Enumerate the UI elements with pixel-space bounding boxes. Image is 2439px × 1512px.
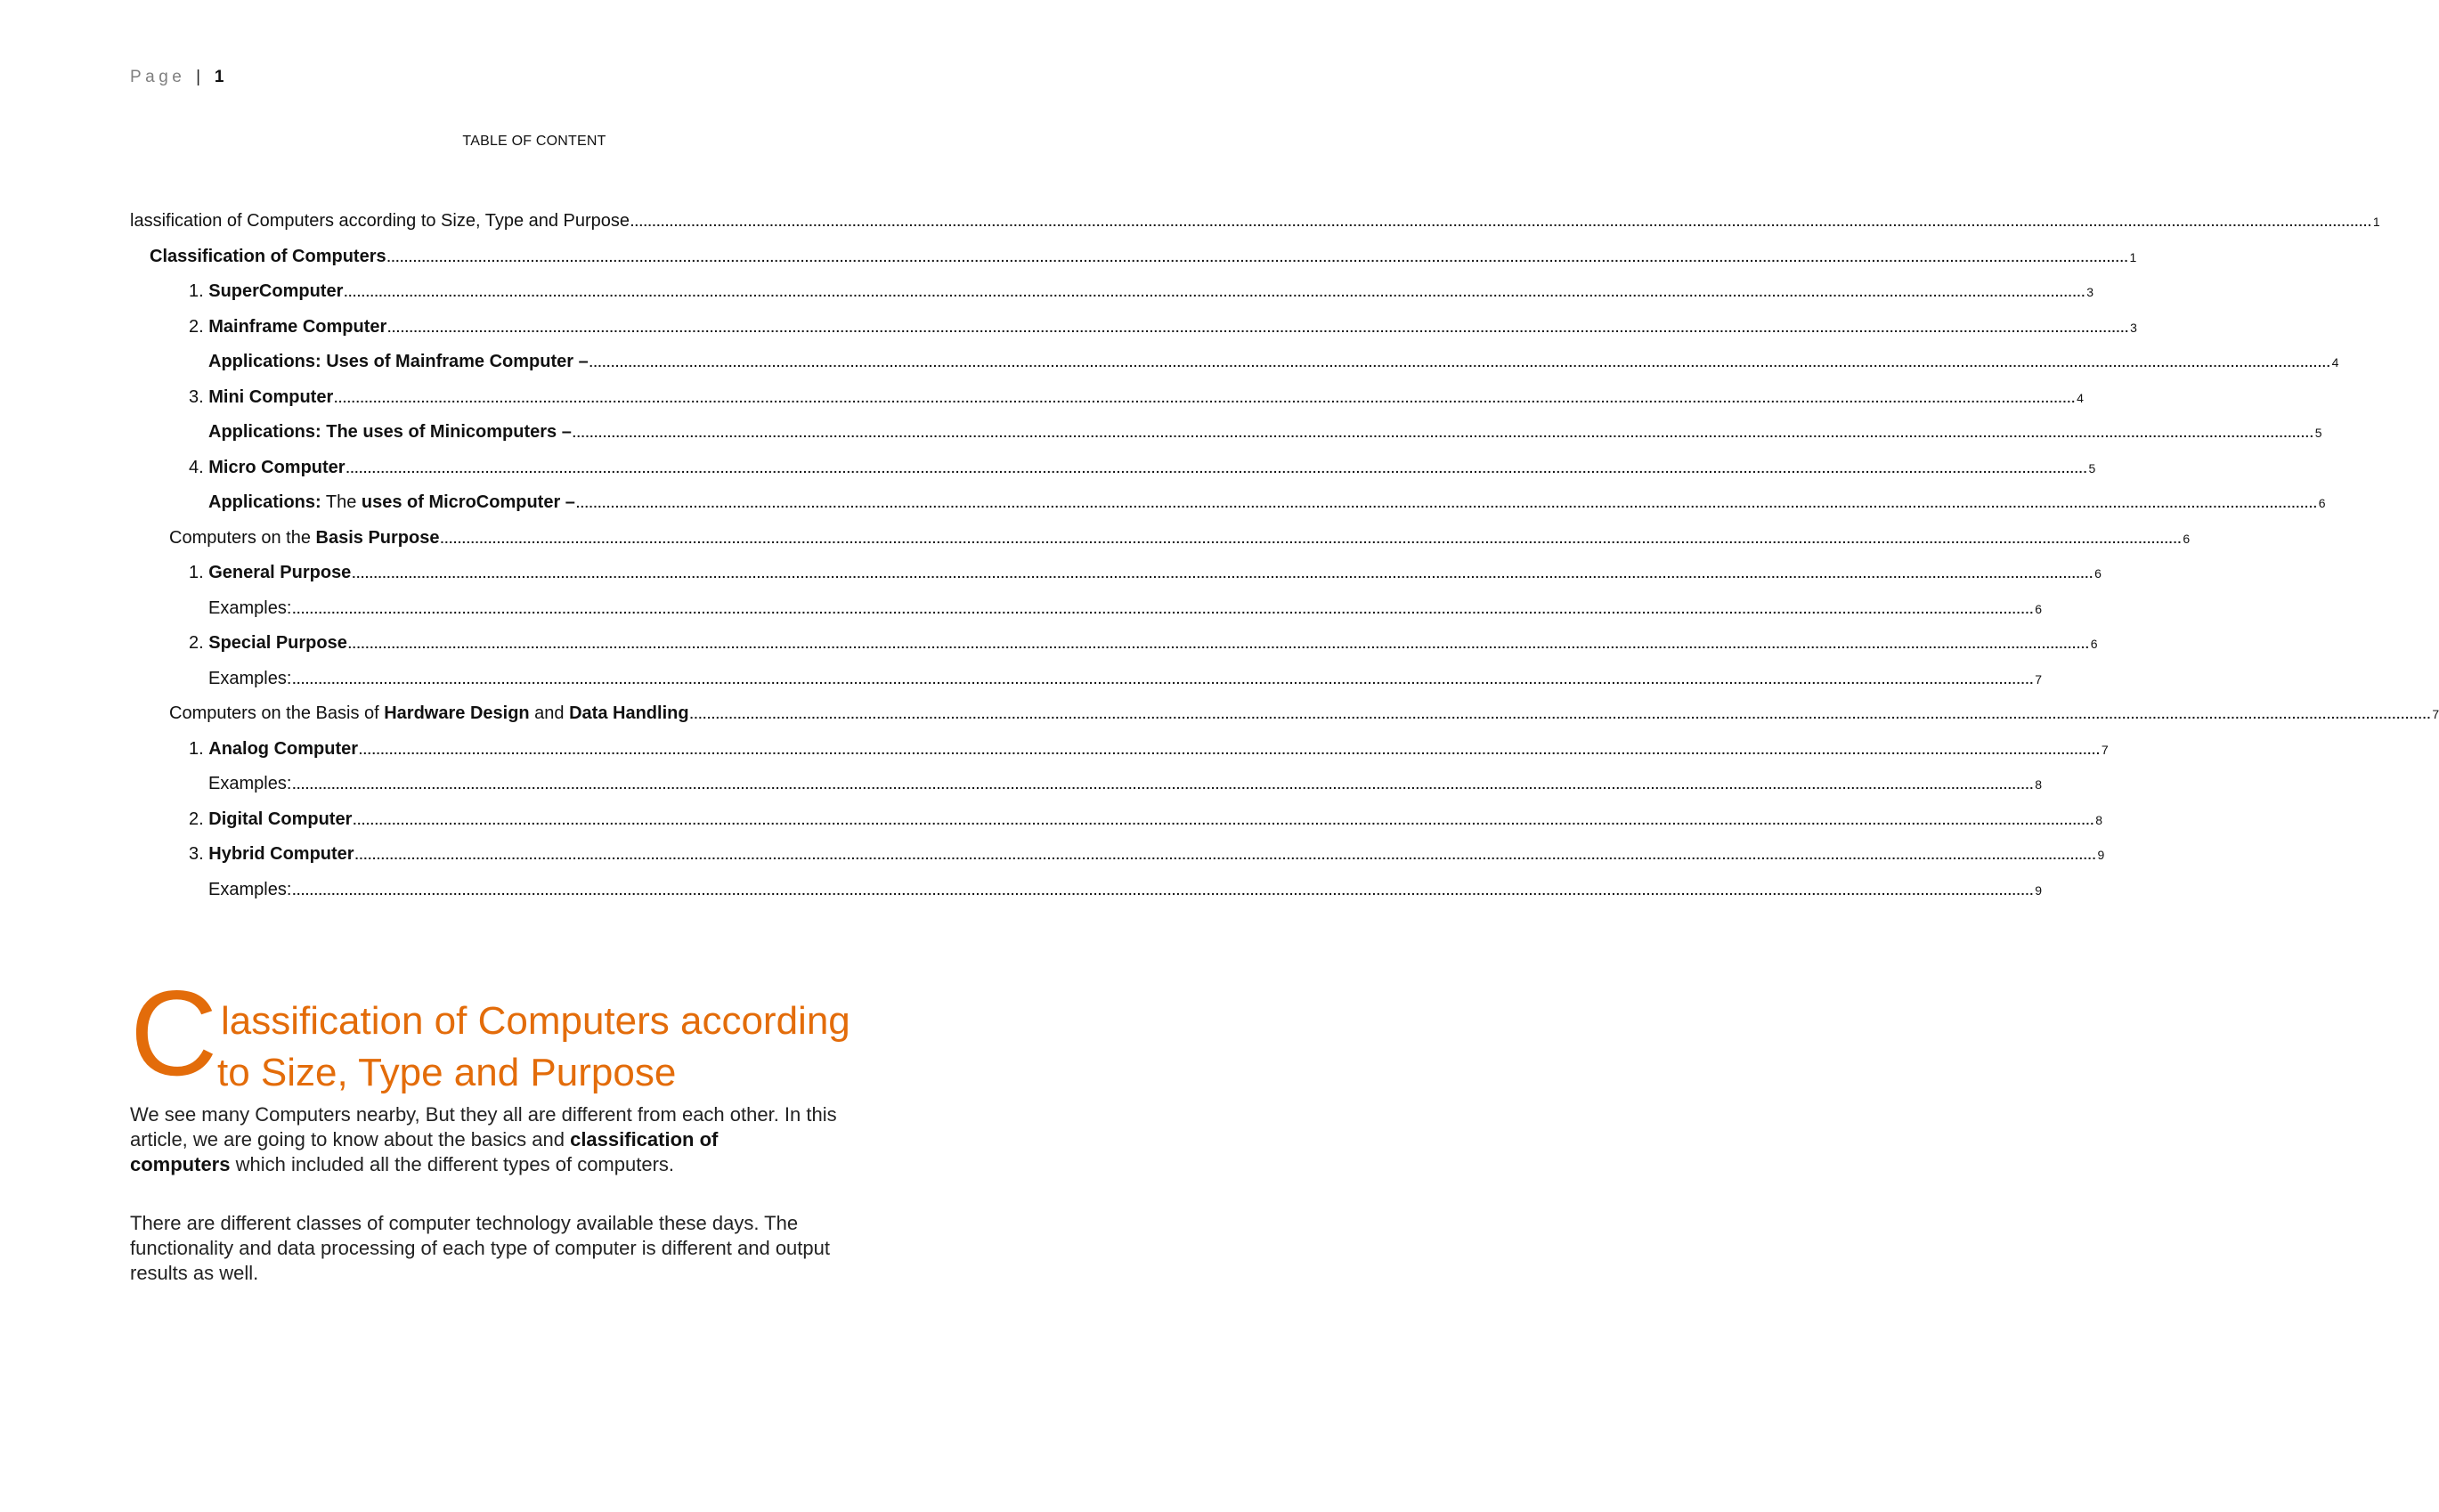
toc-entry[interactable] (130, 203, 2380, 232)
paragraph-intro-line-3 (130, 1152, 931, 1177)
page-separator: | (196, 68, 201, 86)
toc-entry-label: lassification of Computers according to Size, Type and Purpose (130, 211, 630, 231)
toc-entry[interactable] (150, 239, 2137, 267)
toc-entry-label: 2. Mainframe Computer (189, 316, 387, 337)
toc-leader-dots: ................................................................................................................................................................................................................................................................................................................................................................................................................ (386, 249, 2129, 264)
toc-page-number: 9 (2097, 848, 2105, 862)
toc-entry[interactable] (208, 872, 2043, 900)
toc-page-number: 6 (2094, 566, 2102, 581)
toc-entry[interactable] (169, 695, 2439, 724)
paragraph-classes (130, 1211, 931, 1286)
toc-page-number: 5 (2314, 426, 2322, 440)
toc-leader-dots: ................................................................................................................................................................................................................................................................................................................................................................................................................ (292, 882, 2035, 898)
toc-entry-label: Classification of Computers (150, 246, 386, 266)
toc-entry[interactable] (189, 273, 2094, 302)
toc-entry-label: 2. Digital Computer (189, 809, 353, 829)
toc-leader-dots: ................................................................................................................................................................................................................................................................................................................................................................................................................ (347, 637, 2090, 651)
paragraph-classes-line-3: results as well. (130, 1262, 259, 1284)
toc-page-number: 6 (2090, 637, 2098, 651)
toc-entry[interactable] (208, 414, 2322, 443)
toc-entry-label: 3. Hybrid Computer (189, 844, 354, 864)
toc-leader-dots: ................................................................................................................................................................................................................................................................................................................................................................................................................ (440, 531, 2183, 546)
toc-page-number: 5 (2088, 460, 2096, 476)
toc-entry[interactable] (208, 661, 2043, 689)
toc-entry-label: Examples: (208, 879, 292, 899)
toc-entry[interactable] (208, 484, 2326, 513)
toc-entry[interactable] (189, 801, 2103, 830)
toc-entry-label: 3. Mini Computer (189, 386, 334, 407)
toc-page-number: 7 (2035, 671, 2043, 687)
toc-entry-label: 1. General Purpose (189, 563, 352, 582)
toc-entry-label: 4. Micro Computer (189, 457, 346, 477)
toc-page-number: 1 (2372, 215, 2380, 229)
toc-leader-dots: ................................................................................................................................................................................................................................................................................................................................................................................................................ (630, 215, 2372, 229)
toc-page-number: 6 (2035, 601, 2043, 616)
toc-entry-label: 1. Analog Computer (189, 738, 359, 759)
heading-line-2: to Size, Type and Purpose (217, 1051, 677, 1094)
toc-entry[interactable] (208, 590, 2043, 619)
toc-leader-dots: ................................................................................................................................................................................................................................................................................................................................................................................................................ (292, 671, 2035, 687)
toc-entry[interactable] (189, 625, 2098, 654)
paragraph-intro-line-2-text: article, we are going to know about the basics and (130, 1128, 571, 1150)
heading-drop-cap: C (130, 965, 218, 1101)
toc-page-number: 4 (2331, 355, 2339, 370)
toc-page-number: 6 (2183, 531, 2191, 546)
toc-leader-dots: ................................................................................................................................................................................................................................................................................................................................................................................................................ (352, 566, 2094, 581)
toc-entry[interactable] (189, 731, 2109, 760)
toc-leader-dots: ................................................................................................................................................................................................................................................................................................................................................................................................................ (689, 707, 2432, 721)
toc-entry[interactable] (189, 450, 2096, 478)
page-word: Page (130, 68, 186, 86)
toc-leader-dots: ................................................................................................................................................................................................................................................................................................................................................................................................................ (354, 848, 2097, 862)
toc-entry-label: Examples: (208, 668, 292, 688)
toc-leader-dots: ................................................................................................................................................................................................................................................................................................................................................................................................................ (359, 742, 2101, 757)
toc-entry-label: Examples: (208, 774, 292, 793)
toc-entry-label: Applications: The uses of Minicomputers – (208, 422, 572, 442)
paragraph-classes-line-1: There are different classes of computer technology available these days. The (130, 1212, 799, 1234)
toc-entry[interactable] (208, 766, 2043, 794)
toc-title: TABLE OF CONTENT (462, 134, 606, 149)
toc-entry-label: Computers on the Basis Purpose (169, 527, 440, 548)
toc-entry[interactable] (208, 344, 2339, 372)
paragraph-intro-bold-1: classification of (570, 1128, 719, 1150)
paragraph-intro-line-1: We see many Computers nearby, But they all are different from each other. In this (130, 1103, 837, 1126)
toc-leader-dots: ................................................................................................................................................................................................................................................................................................................................................................................................................ (575, 496, 2318, 510)
toc-entry-label: Applications: Uses of Mainframe Computer – (208, 352, 589, 371)
toc-leader-dots: ................................................................................................................................................................................................................................................................................................................................................................................................................ (334, 390, 2077, 405)
toc-entry[interactable] (189, 836, 2105, 865)
paragraph-intro-bold-2: computers (130, 1153, 231, 1175)
toc-entry-label: 1. SuperComputer (189, 281, 344, 301)
toc-leader-dots: ................................................................................................................................................................................................................................................................................................................................................................................................................ (346, 460, 2088, 476)
toc-entry[interactable] (169, 520, 2191, 549)
page-number: 1 (214, 68, 224, 86)
toc-page-number: 3 (2086, 285, 2094, 299)
toc-page-number: 7 (2101, 742, 2109, 757)
toc-leader-dots: ................................................................................................................................................................................................................................................................................................................................................................................................................ (353, 812, 2095, 827)
toc-leader-dots: ................................................................................................................................................................................................................................................................................................................................................................................................................ (344, 285, 2086, 299)
toc-page-number: 3 (2130, 320, 2137, 335)
toc-page-number: 1 (2129, 249, 2137, 264)
toc-page-number: 8 (2035, 777, 2043, 792)
toc-entry-label: 2. Special Purpose (189, 633, 347, 653)
toc-page-number: 9 (2035, 882, 2043, 898)
heading-line-1: lassification of Computers according (221, 999, 850, 1043)
paragraph-intro-line-2 (130, 1127, 931, 1152)
toc-leader-dots: ................................................................................................................................................................................................................................................................................................................................................................................................................ (572, 426, 2314, 440)
toc-page-number: 6 (2318, 496, 2326, 510)
toc-page-number: 4 (2077, 390, 2084, 405)
toc-page-number: 8 (2095, 812, 2103, 827)
toc-entry-label: Computers on the Basis of Hardware Design and Data Handling (169, 703, 689, 723)
page-header (130, 68, 224, 87)
paragraph-classes-line-2: functionality and data processing of each type of computer is different and output (130, 1237, 830, 1259)
toc-page-number: 7 (2432, 707, 2439, 721)
paragraph-intro (130, 1102, 931, 1177)
toc-leader-dots: ................................................................................................................................................................................................................................................................................................................................................................................................................ (292, 601, 2035, 616)
toc-entry-label: Applications: The uses of MicroComputer – (208, 492, 575, 512)
toc-leader-dots: ................................................................................................................................................................................................................................................................................................................................................................................................................ (292, 777, 2035, 792)
toc-leader-dots: ................................................................................................................................................................................................................................................................................................................................................................................................................ (387, 320, 2130, 335)
paragraph-intro-line-3-text: which included all the different types of computers. (230, 1153, 675, 1175)
toc-entry[interactable] (189, 379, 2084, 408)
toc-entry[interactable] (189, 309, 2137, 337)
toc-entry-label: Examples: (208, 597, 292, 618)
toc-leader-dots: ................................................................................................................................................................................................................................................................................................................................................................................................................ (589, 355, 2331, 370)
toc-entry[interactable] (189, 555, 2102, 583)
